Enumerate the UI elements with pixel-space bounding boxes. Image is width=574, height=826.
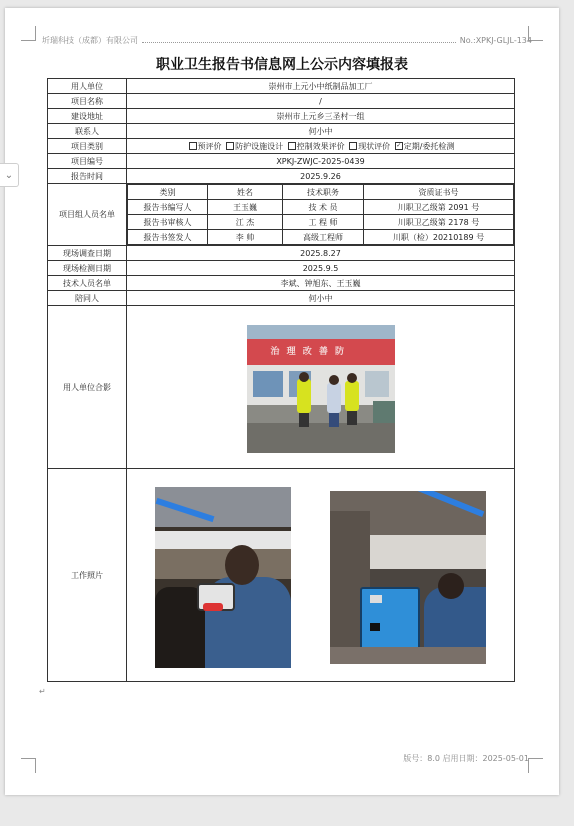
table-row — [48, 139, 515, 154]
staff-title[interactable]: 技 术 员 — [283, 200, 364, 215]
address-label: 建设地址 — [48, 109, 127, 124]
table-row — [48, 169, 515, 184]
checkbox-icon[interactable] — [189, 142, 197, 150]
staff-name[interactable]: 王玉巍 — [208, 200, 283, 215]
category-label: 项目类别 — [48, 139, 127, 154]
checkbox-icon[interactable] — [349, 142, 357, 150]
crop-mark — [528, 758, 543, 773]
category-option-pre-eval[interactable]: 预评价 — [187, 142, 222, 151]
table-row — [48, 124, 515, 139]
group-photo[interactable] — [247, 325, 395, 453]
table-row — [48, 154, 515, 169]
survey-date-label: 现场调查日期 — [48, 246, 127, 261]
staff-header-row — [128, 185, 514, 200]
document-page — [5, 8, 559, 795]
checkbox-icon[interactable] — [288, 142, 296, 150]
work-photos — [127, 473, 514, 678]
category-option-periodic-test[interactable]: ✓ 定期/委托检测 — [396, 141, 455, 151]
report-time-label: 报告时间 — [48, 169, 127, 184]
survey-date-value[interactable]: 2025.8.27 — [127, 246, 515, 261]
staff-title[interactable]: 工 程 师 — [283, 215, 364, 230]
category-option-control-effect[interactable]: 控制效果评价 — [286, 142, 345, 151]
page-title: 职业卫生报告书信息网上公示内容填报表 — [156, 57, 408, 73]
tech-staff-value[interactable]: 李斌、钟旭东、王玉巍 — [127, 276, 515, 291]
chevron-down-icon[interactable]: ⌄ — [0, 163, 19, 187]
staff-header-name: 姓名 — [208, 185, 283, 200]
table-row — [48, 469, 515, 682]
report-time-value[interactable]: 2025.9.26 — [127, 169, 515, 184]
project-no-label: 项目编号 — [48, 154, 127, 169]
staff-role: 报告书编写人 — [128, 200, 208, 215]
staff-table — [127, 184, 514, 245]
staff-row — [128, 215, 514, 230]
sign-text: 治 理 改 善 防 — [270, 347, 347, 357]
table-row — [48, 306, 515, 469]
escort-label: 陪同人 — [48, 291, 127, 306]
table-row — [48, 246, 515, 261]
category-options — [127, 139, 515, 154]
tech-staff-label: 技术人员名单 — [48, 276, 127, 291]
staff-cert[interactable]: 川职卫乙级第 2178 号 — [364, 215, 514, 230]
group-photo-cell — [127, 306, 515, 469]
table-row — [48, 79, 515, 94]
info-form-table — [47, 78, 515, 682]
staff-label: 项目组人员名单 — [48, 184, 127, 246]
staff-cert[interactable]: 川职（检）20210189 号 — [364, 230, 514, 245]
staff-header-role: 类别 — [128, 185, 208, 200]
staff-row — [128, 230, 514, 245]
work-photo-2[interactable] — [330, 491, 486, 664]
paragraph-mark: ↵ — [39, 687, 46, 696]
crop-mark — [21, 26, 36, 41]
table-row — [48, 291, 515, 306]
project-name-label: 项目名称 — [48, 94, 127, 109]
contact-value[interactable]: 何小中 — [127, 124, 515, 139]
employer-label: 用人单位 — [48, 79, 127, 94]
table-row — [48, 276, 515, 291]
staff-role: 报告书签发人 — [128, 230, 208, 245]
staff-name[interactable]: 李 帅 — [208, 230, 283, 245]
work-photo-1[interactable] — [155, 487, 291, 668]
work-photo-cell — [127, 469, 515, 682]
checkbox-checked-icon[interactable]: ✓ — [396, 142, 402, 149]
escort-value[interactable]: 何小中 — [127, 291, 515, 306]
page-footer: 版号：8.0 启用日期：2025-05-01 — [403, 754, 529, 763]
crop-mark — [21, 758, 36, 773]
staff-header-cert: 资质证书号 — [364, 185, 514, 200]
category-option-status-eval[interactable]: 现状评价 — [347, 142, 390, 151]
work-photo-label: 工作照片 — [48, 469, 127, 682]
employer-value[interactable]: 崇州市上元小中纸制品加工厂 — [127, 79, 515, 94]
page-header — [42, 33, 532, 47]
category-option-protection-design[interactable]: 防护设施设计 — [224, 142, 283, 151]
project-no-value[interactable]: XPKJ-ZWJC-2025-0439 — [127, 154, 515, 169]
table-row — [48, 184, 515, 246]
staff-title[interactable]: 高级工程师 — [283, 230, 364, 245]
project-name-value[interactable]: / — [127, 94, 515, 109]
document-number: No.:XPKJ-GLJL-134 — [459, 35, 532, 45]
staff-role: 报告书审核人 — [128, 215, 208, 230]
staff-header-title: 技术职务 — [283, 185, 364, 200]
group-photo-label: 用人单位合影 — [48, 306, 127, 469]
table-row — [48, 109, 515, 124]
staff-cell — [127, 184, 515, 246]
address-value[interactable]: 崇州市上元乡三圣村一组 — [127, 109, 515, 124]
staff-name[interactable]: 江 杰 — [208, 215, 283, 230]
checkbox-icon[interactable] — [226, 142, 234, 150]
staff-cert[interactable]: 川职卫乙级第 2091 号 — [364, 200, 514, 215]
test-date-value[interactable]: 2025.9.5 — [127, 261, 515, 276]
staff-row — [128, 200, 514, 215]
company-name: 圻瑞科技（成都）有限公司 — [42, 35, 138, 45]
test-date-label: 现场检测日期 — [48, 261, 127, 276]
table-row — [48, 94, 515, 109]
header-dotted-rule — [142, 37, 456, 43]
contact-label: 联系人 — [48, 124, 127, 139]
table-row — [48, 261, 515, 276]
